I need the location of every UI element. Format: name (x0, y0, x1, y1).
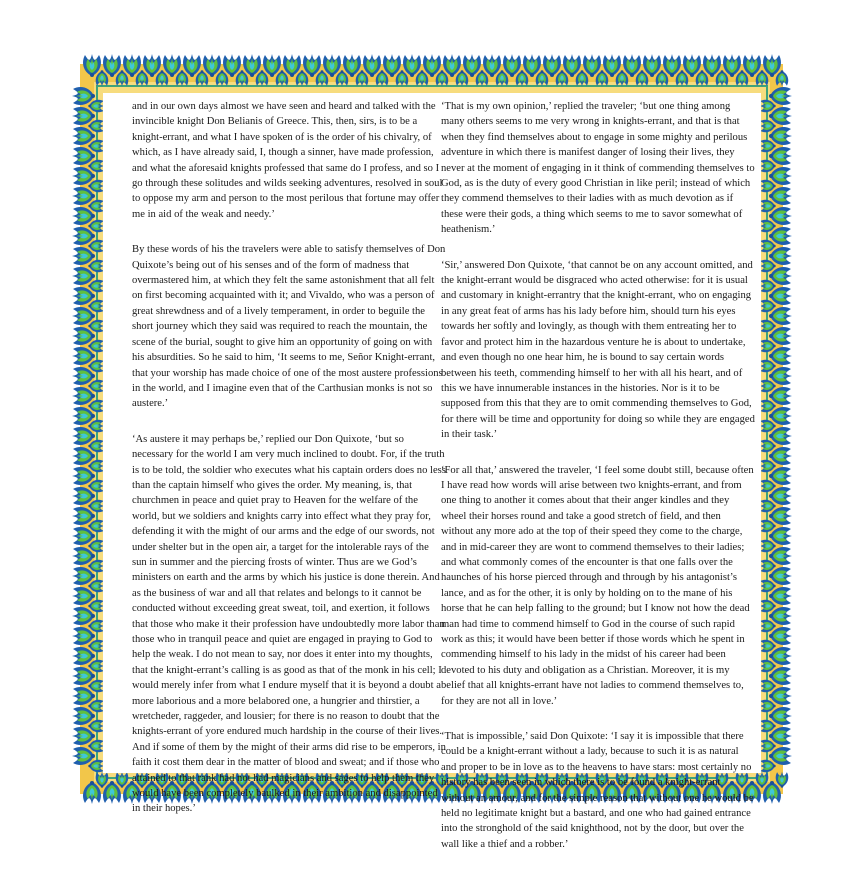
paragraph: ‘As austere it may perhaps be,’ replied our Don Quixote, ‘but so necessary for the world I am very much inclined to doubt. For, if the truth is to be told, the soldier who executes what his captain orders does no less than the captain himself who gives the order. My meaning, is, that churchmen in peace and quiet pray to Heaven for the welfare of the world, but we soldiers and knights carry into effect what they pray for, defending it with the might of our arms and the edge of our swords, not under shelter but in the open air, a target for the intolerable rays of the sun in summer and the piercing frosts of winter. Thus are we God’s ministers on earth and the arms by which his justice is done therein. And as the business of war and all that relates and belongs to it cannot be conducted without exceeding great sweat, toil, and exertion, it follows that those who make it their profession have undoubtedly more labor than those who in tranquil peace and quiet are engaged in praying to God to help the weak. I do not mean to say, nor does it enter into my thoughts, that the knight-errant’s calling is as good as that of the monk in his cell; I would merely infer from what I endure myself that it is beyond a doubt a more laborious and a more belabored one, a hungrier and thirstier, a wretcheder, raggeder, and lousier; for there is no reason to doubt that the knights-errant of yore endured much hardship in the course of their lives. And if some of them by the might of their arms did rise to be emperors, in faith it cost them dear in the matter of blood and sweat; and if those who attained to that rank had not had magicians and sages to help them they would have been completely baulked in their ambition and disappointed in their hopes.’ (132, 433, 446, 815)
left-column (132, 99, 446, 837)
paragraph: ‘That is impossible,’ said Don Quixote: ‘I say it is impossible that there could be a knight-errant without a lady, because to such it is as natural and proper to be in love as to the heavens to have stars: most certainly no history has been seen in which there is to be found a knight-errant without an amour, and for the simple reason that without one he would be held no legitimate knight but a bastard, and one who had gained entrance into the stronghold of the said knighthood, not by the door, but over the wall like a thief and a robber.’ (441, 731, 754, 850)
paragraph: ‘That is my own opinion,’ replied the traveler; ‘but one thing among many others seems to me very wrong in knights-errant, and that is that when they find themselves about to engage in some mighty and perilous adventure in which there is manifest danger of losing their lives, they never at the moment of engaging in it think of commending themselves to God, as is the duty of every good Christian in like peril; instead of which they commend themselves to their ladies with as much devotion as if these were their gods, a thing which seems to me to savor somewhat of heathenism.’ (441, 101, 755, 236)
paragraph: ‘For all that,’ answered the traveler, ‘I feel some doubt still, because often I have read how words will arise between two knights-errant, and from one thing to another it comes about that their anger kindles and they wheel their horses round and take a good stretch of field, and then without any more ado at the top of their speed they come to the charge, and in mid-career they are wont to commend themselves to their ladies; and what commonly comes of the encounter is that one falls over the haunches of his horse pierced through and through by his antagonist’s lance, and as for the other, it is only by holding on to the mane of his horse that he can help falling to the ground; but I know not how the dead man had time to commend himself to God in the course of such rapid work as this; it would have been better if those words which he spent in commending himself to his lady in the midst of his career had been devoted to his duty and obligation as a Christian. Moreover, it is my belief that all knights-errant have not ladies to commend themselves to, for they are not all in love.’ (441, 464, 754, 707)
border-leaves-right (760, 87, 792, 772)
paragraph: By these words of his the travelers were able to satisfy themselves of Don Quixote’s being out of his senses and of the form of madness that overmastered him, at which they felt the same astonishment that all felt on first becoming acquainted with it; and Vivaldo, who was a person of great shrewdness and of a lively temperament, in order to beguile the short journey which they said was required to reach the mountain, the scene of the burial, sought to give him an opportunity of going on with his absurdities. So he said to him, ‘It seems to me, Señor Knight-errant, that your worship has made choice of one of the most austere professions in the world, and I imagine even that of the Carthusian monks is not so austere.’ (132, 244, 446, 410)
paragraph: and in our own days almost we have seen and heard and talked with the invincible knight Don Belianis of Greece. This, then, sirs, is to be a knight-errant, and what I have spoken of is the order of his chivalry, of which, as I have already said, I, though a sinner, have made profession, and what the aforesaid knights professed that same do I profess, and so I go through these solitudes and wilds seeking adventures, resolved in soul to oppose my arm and person to the most perilous that fortune may offer me in aid of the weak and needy.’ (132, 101, 443, 220)
text-page (103, 93, 761, 850)
paragraph: ‘Sir,’ answered Don Quixote, ‘that cannot be on any account omitted, and the knight-errant would be disgraced who acted otherwise: for it is usual and customary in knight-errantry that the knight-errant, who on engaging in any great feat of arms has his lady before him, should turn his eyes towards her softly and lovingly, as though with them entreating her to favor and protect him in the hazardous venture he is about to undertake, and even though no one hear him, he is bound to say certain words between his teeth, commending himself to her with all his heart, and of this we have innumerable instances in the histories. Nor is it to be supposed from this that they are to omit commending themselves to God, for there will be time and opportunity for doing so while they are engaged in their task.’ (441, 259, 755, 441)
border-leaves-left (72, 87, 104, 772)
right-column (441, 99, 755, 872)
